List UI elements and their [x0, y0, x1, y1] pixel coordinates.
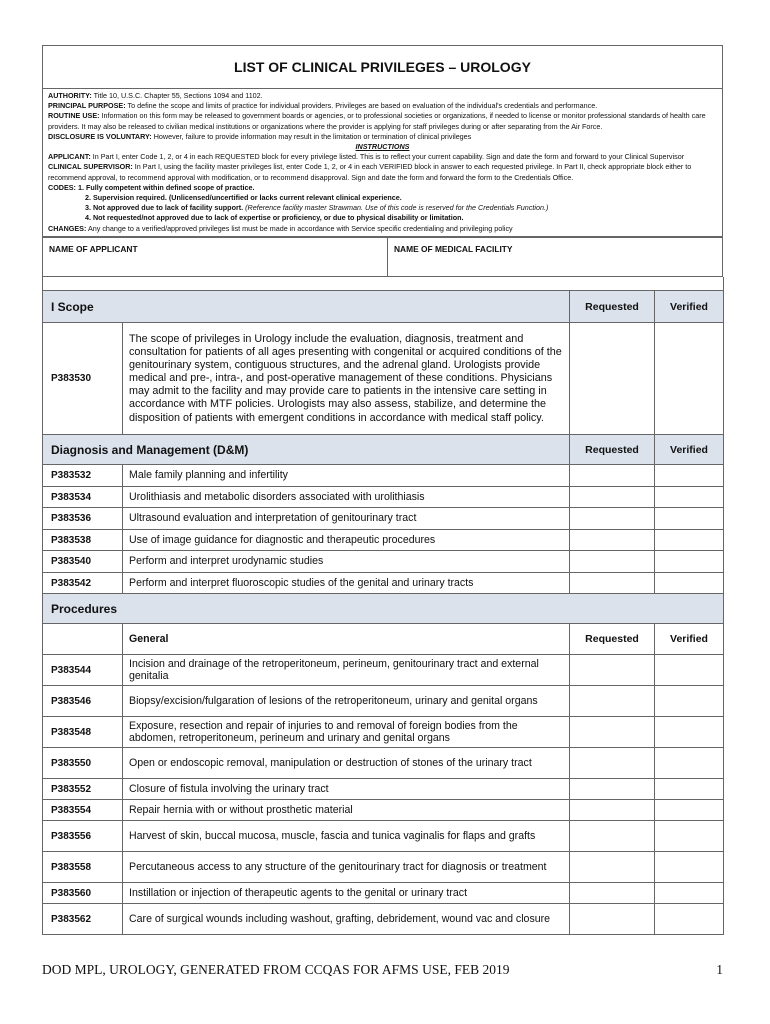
- requested-cell[interactable]: [570, 717, 655, 748]
- privilege-code: P383534: [43, 486, 123, 508]
- privilege-row: [43, 821, 724, 852]
- privilege-description: Percutaneous access to any structure of the genitourinary tract for diagnosis or treatment: [123, 852, 570, 883]
- requested-cell[interactable]: [570, 779, 655, 800]
- authority-block: [42, 88, 723, 237]
- privilege-code: P383550: [43, 748, 123, 779]
- privilege-code: P383554: [43, 800, 123, 821]
- requested-cell[interactable]: [570, 883, 655, 904]
- privilege-code: P383542: [43, 572, 123, 594]
- privilege-row: [43, 508, 724, 530]
- changes-text: Any change to a verified/approved privileges list must be made in accordance with Service specific credentialing and privileging policy: [87, 223, 513, 233]
- privilege-code: P383536: [43, 508, 123, 530]
- form-title: LIST OF CLINICAL PRIVILEGES – UROLOGY: [42, 45, 723, 88]
- privilege-description: Closure of fistula involving the urinary tract: [123, 779, 570, 800]
- requested-cell[interactable]: [570, 686, 655, 717]
- verified-cell[interactable]: [655, 465, 724, 487]
- privilege-description: Urolithiasis and metabolic disorders associated with urolithiasis: [123, 486, 570, 508]
- code-3-note: (Reference facility master Strawman. Use of this code is reserved for the Credentials Function.): [245, 203, 549, 213]
- privilege-row: [43, 551, 724, 573]
- privilege-row: [43, 655, 724, 686]
- scope-code: P383530: [43, 323, 123, 435]
- supervisor-label: CLINICAL SUPERVISOR:: [48, 162, 133, 172]
- procedures-section-title: Procedures: [43, 594, 724, 624]
- name-of-applicant-label: NAME OF APPLICANT: [49, 243, 138, 254]
- privilege-code: P383560: [43, 883, 123, 904]
- privilege-code: P383552: [43, 779, 123, 800]
- verified-cell[interactable]: [655, 883, 724, 904]
- privilege-description: Care of surgical wounds including washout, grafting, debridement, wound vac and closure: [123, 904, 570, 935]
- scope-verified-header: Verified: [655, 291, 724, 323]
- verified-cell[interactable]: [655, 821, 724, 852]
- privilege-row: [43, 572, 724, 594]
- privilege-row: [43, 852, 724, 883]
- requested-cell[interactable]: [570, 821, 655, 852]
- privilege-row: [43, 800, 724, 821]
- privilege-description: Open or endoscopic removal, manipulation or destruction of stones of the urinary tract: [123, 748, 570, 779]
- privilege-code: P383538: [43, 529, 123, 551]
- verified-cell[interactable]: [655, 686, 724, 717]
- privilege-code: P383544: [43, 655, 123, 686]
- requested-cell[interactable]: [570, 486, 655, 508]
- verified-cell[interactable]: [655, 904, 724, 935]
- scope-requested-header: Requested: [570, 291, 655, 323]
- requested-cell[interactable]: [570, 655, 655, 686]
- privileges-table: [42, 277, 724, 936]
- privilege-code: P383548: [43, 717, 123, 748]
- routine-label: ROUTINE USE:: [48, 111, 100, 121]
- code-4: 4. Not requested/not approved due to lack of expertise or proficiency, or due to physical disability or limitation.: [85, 213, 464, 223]
- code-2: 2. Supervision required. (Unlicensed/uncertified or lacks current relevant clinical experience.: [85, 193, 402, 203]
- requested-cell[interactable]: [570, 465, 655, 487]
- scope-section-title: I Scope: [43, 291, 570, 323]
- instructions-heading: INSTRUCTIONS: [355, 142, 410, 152]
- requested-cell[interactable]: [570, 323, 655, 435]
- privilege-row: [43, 465, 724, 487]
- proc-verified-header: Verified: [655, 624, 724, 655]
- applicant-label: APPLICANT:: [48, 152, 91, 162]
- privilege-row: [43, 748, 724, 779]
- authority-text: Title 10, U.S.C. Chapter 55, Sections 1094 and 1102.: [93, 91, 263, 100]
- verified-cell[interactable]: [655, 551, 724, 573]
- routine-text: Information on this form may be released to government boards or agencies, or to professional societies or organizations, if needed to license or monitor professional standards of health care providers. It may also be released to civilian medical institutions or organizations where the provider is applying for staff privileges during or after separating from the Air Force.: [48, 111, 706, 131]
- privilege-description: Exposure, resection and repair of injuries to and removal of foreign bodies from the abdomen, retroperitoneum, perineum and urinary and genital organs: [123, 717, 570, 748]
- privilege-row: [43, 779, 724, 800]
- disclosure-label: DISCLOSURE IS VOLUNTARY:: [48, 131, 152, 141]
- changes-label: CHANGES:: [48, 223, 87, 233]
- scope-row: [43, 323, 724, 435]
- requested-cell[interactable]: [570, 551, 655, 573]
- code-1: 1. Fully competent within defined scope of practice.: [77, 182, 255, 192]
- privilege-description: Incision and drainage of the retroperitoneum, perineum, genitourinary tract and external genitalia: [123, 655, 570, 686]
- verified-cell[interactable]: [655, 748, 724, 779]
- verified-cell[interactable]: [655, 779, 724, 800]
- privilege-row: [43, 717, 724, 748]
- requested-cell[interactable]: [570, 904, 655, 935]
- privilege-description: Harvest of skin, buccal mucosa, muscle, fascia and tunica vaginalis for flaps and grafts: [123, 821, 570, 852]
- footer-text: DOD MPL, UROLOGY, GENERATED FROM CCQAS FOR AFMS USE, FEB 2019: [42, 962, 510, 977]
- requested-cell[interactable]: [570, 572, 655, 594]
- privilege-description: Male family planning and infertility: [123, 465, 570, 487]
- disclosure-text: However, failure to provide information may result in the limitation or termination of clinical privileges: [153, 131, 472, 141]
- verified-cell[interactable]: [655, 655, 724, 686]
- privilege-row: [43, 686, 724, 717]
- privilege-code: P383546: [43, 686, 123, 717]
- privilege-description: Biopsy/excision/fulgaration of lesions of the retroperitoneum, urinary and genital organs: [123, 686, 570, 717]
- privilege-row: [43, 486, 724, 508]
- verified-cell[interactable]: [655, 323, 724, 435]
- privilege-description: Perform and interpret fluoroscopic studies of the genital and urinary tracts: [123, 572, 570, 594]
- general-subheader: General: [123, 624, 570, 655]
- privilege-row: [43, 883, 724, 904]
- privilege-description: Repair hernia with or without prosthetic material: [123, 800, 570, 821]
- requested-cell[interactable]: [570, 852, 655, 883]
- supervisor-text: In Part I, using the facility master privileges list, enter Code 1, 2, or 4 in each VERIFIED block in answer to each requested privilege. In Part II, check appropriate block either to recommend approval, to recommend approval with modification, or to recommend disapproval. Sign and date the form and forward the form to the Credentials Office.: [48, 162, 692, 182]
- dm-section-title: Diagnosis and Management (D&M): [43, 435, 570, 465]
- privilege-description: Ultrasound evaluation and interpretation of genitourinary tract: [123, 508, 570, 530]
- page-number: 1: [716, 962, 723, 977]
- privilege-code: P383532: [43, 465, 123, 487]
- privilege-description: Use of image guidance for diagnostic and therapeutic procedures: [123, 529, 570, 551]
- scope-text: The scope of privileges in Urology include the evaluation, diagnosis, treatment and consultation for patients of all ages presenting with congenital or acquired conditions of the genitourinary system, contiguous structures, and the adrenal gland. Urologists provide medical and pre-, intra-, and post-operative management of these conditions. Physicians may admit to the facility and may provide care to patients in the intensive care setting in accordance with MTF policies. Urologists may also assess, stabilize, and determine the disposition of patients with emergent conditions in accordance with medical staff policy.: [123, 323, 570, 435]
- privilege-code: P383558: [43, 852, 123, 883]
- name-fields: [42, 237, 723, 277]
- purpose-label: PRINCIPAL PURPOSE:: [48, 101, 126, 111]
- verified-cell[interactable]: [655, 508, 724, 530]
- form-page: [42, 45, 723, 935]
- privilege-row: [43, 529, 724, 551]
- dm-verified-header: Verified: [655, 435, 724, 465]
- code-3-main: 3. Not approved due to lack of facility support.: [85, 203, 244, 213]
- verified-cell[interactable]: [655, 529, 724, 551]
- codes-label: CODES:: [48, 182, 76, 192]
- privilege-code: P383556: [43, 821, 123, 852]
- code-3: [48, 203, 717, 213]
- privilege-description: Perform and interpret urodynamic studies: [123, 551, 570, 573]
- verified-cell[interactable]: [655, 572, 724, 594]
- name-of-applicant-field[interactable]: [43, 237, 388, 276]
- verified-cell[interactable]: [655, 852, 724, 883]
- requested-cell[interactable]: [570, 800, 655, 821]
- verified-cell[interactable]: [655, 800, 724, 821]
- requested-cell[interactable]: [570, 529, 655, 551]
- name-of-facility-field[interactable]: [388, 237, 723, 276]
- privilege-code: P383562: [43, 904, 123, 935]
- requested-cell[interactable]: [570, 748, 655, 779]
- authority-label: AUTHORITY:: [48, 91, 92, 100]
- requested-cell[interactable]: [570, 508, 655, 530]
- privilege-code: P383540: [43, 551, 123, 573]
- purpose-text: To define the scope and limits of practice for individual providers. Privileges are based on evaluation of the individual’s credentials and performance.: [127, 101, 598, 111]
- dm-requested-header: Requested: [570, 435, 655, 465]
- privilege-description: Instillation or injection of therapeutic agents to the genital or urinary tract: [123, 883, 570, 904]
- privilege-row: [43, 904, 724, 935]
- verified-cell[interactable]: [655, 717, 724, 748]
- applicant-text: In Part I, enter Code 1, 2, or 4 in each REQUESTED block for every privilege listed. This is to reflect your current capability. Sign and date the form and forward to your Clinical Supervisor: [92, 152, 685, 162]
- verified-cell[interactable]: [655, 486, 724, 508]
- name-of-facility-label: NAME OF MEDICAL FACILITY: [394, 243, 513, 254]
- proc-requested-header: Requested: [570, 624, 655, 655]
